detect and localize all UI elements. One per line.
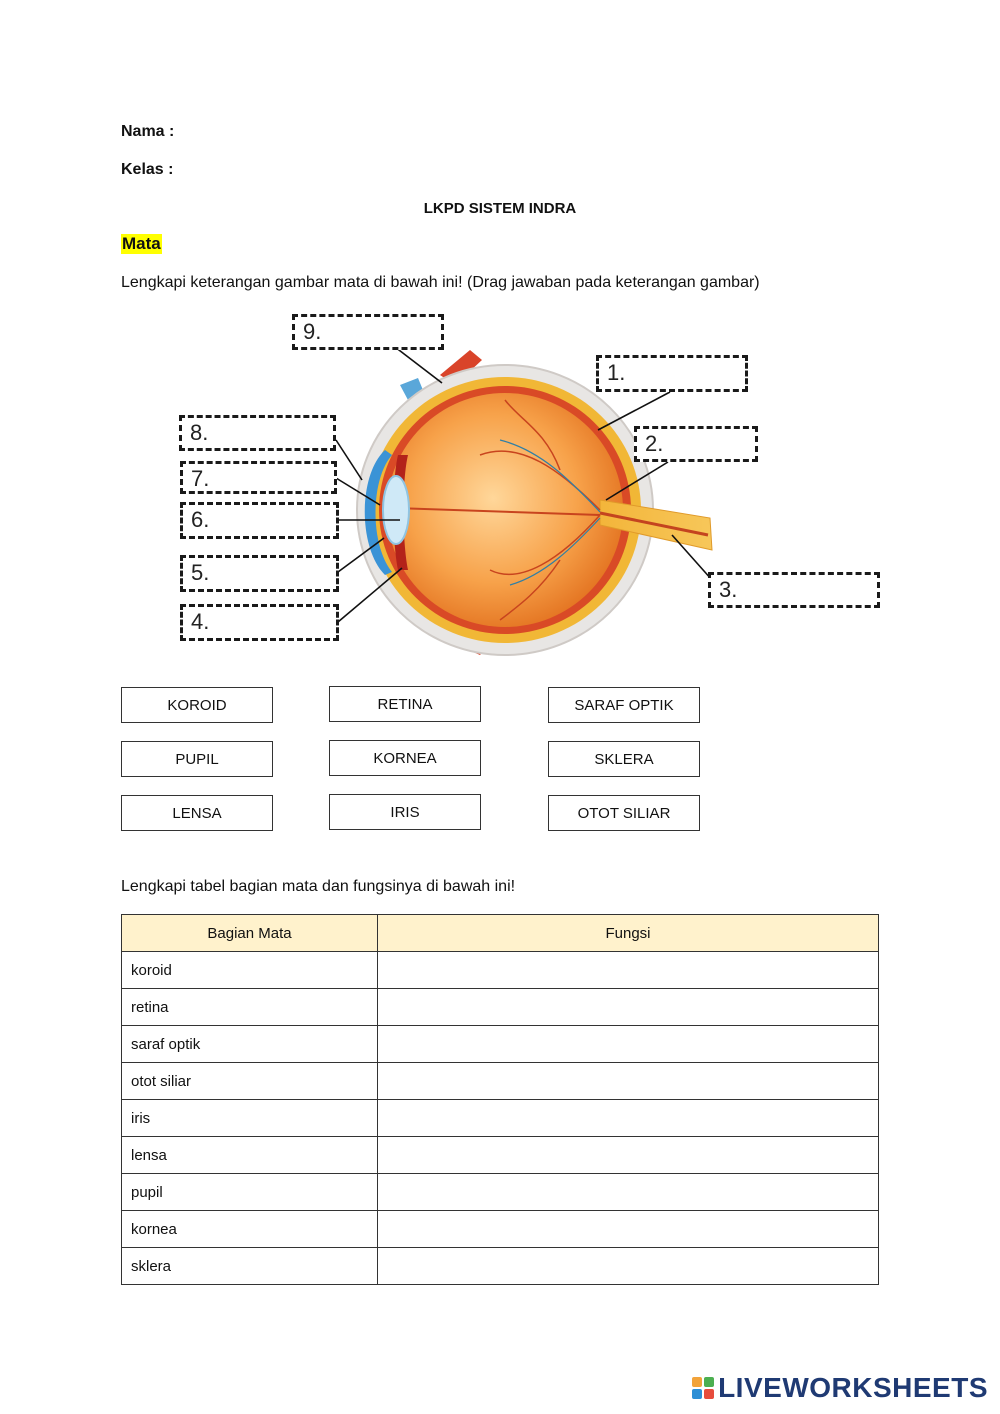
part-cell: sklera [122, 1248, 378, 1285]
part-cell: iris [122, 1100, 378, 1137]
answer-otot-siliar[interactable]: OTOT SILIAR [548, 795, 700, 831]
liveworksheets-logo[interactable] [692, 1372, 988, 1404]
eye-diagram [0, 300, 1000, 670]
part-cell: saraf optik [122, 1026, 378, 1063]
table-row [122, 1137, 879, 1174]
logo-blocks-icon [692, 1377, 714, 1399]
part-cell: koroid [122, 952, 378, 989]
section-heading: Mata [122, 234, 161, 253]
table-header-row [122, 915, 879, 952]
logo-block-4 [704, 1389, 714, 1399]
table-row [122, 1100, 879, 1137]
table-row [122, 1174, 879, 1211]
label-slot-7[interactable]: 7. [180, 461, 337, 494]
header-fungsi: Fungsi [378, 915, 879, 952]
label-slot-3[interactable]: 3. [708, 572, 880, 608]
answer-retina[interactable]: RETINA [329, 686, 481, 722]
function-cell[interactable] [378, 1026, 879, 1063]
label-slot-6[interactable]: 6. [180, 502, 339, 539]
eyeball [357, 350, 712, 655]
diagram-instruction: Lengkapi keterangan gambar mata di bawah ini! (Drag jawaban pada keterangan gambar) [121, 274, 760, 291]
header-bagian-mata: Bagian Mata [122, 915, 378, 952]
function-cell[interactable] [378, 1174, 879, 1211]
name-label: Nama : [121, 123, 175, 140]
function-cell[interactable] [378, 1100, 879, 1137]
table-instruction: Lengkapi tabel bagian mata dan fungsinya di bawah ini! [121, 878, 516, 895]
vitreous-body [387, 393, 623, 627]
lens-shape [383, 476, 409, 544]
logo-block-2 [704, 1377, 714, 1387]
label-slot-5[interactable]: 5. [180, 555, 339, 592]
label-slot-2[interactable]: 2. [634, 426, 758, 462]
label-slot-1[interactable]: 1. [596, 355, 748, 392]
table-row [122, 1026, 879, 1063]
page-title: LKPD SISTEM INDRA [423, 200, 577, 217]
part-cell: retina [122, 989, 378, 1026]
logo-block-3 [692, 1389, 702, 1399]
table-row [122, 1248, 879, 1285]
answer-kornea[interactable]: KORNEA [329, 740, 481, 776]
table-row [122, 1063, 879, 1100]
label-slot-8[interactable]: 8. [179, 415, 336, 451]
function-cell[interactable] [378, 1137, 879, 1174]
label-slot-4[interactable]: 4. [180, 604, 339, 641]
answer-koroid[interactable]: KOROID [121, 687, 273, 723]
answer-saraf-optik[interactable]: SARAF OPTIK [548, 687, 700, 723]
logo-block-1 [692, 1377, 702, 1387]
label-slot-9[interactable]: 9. [292, 314, 444, 350]
function-cell[interactable] [378, 1063, 879, 1100]
class-label: Kelas : [121, 161, 174, 178]
function-cell[interactable] [378, 1248, 879, 1285]
eye-parts-table [121, 914, 879, 1285]
part-cell: pupil [122, 1174, 378, 1211]
answer-iris[interactable]: IRIS [329, 794, 481, 830]
table-row [122, 952, 879, 989]
part-cell: otot siliar [122, 1063, 378, 1100]
table-row [122, 989, 879, 1026]
logo-text: LIVEWORKSHEETS [718, 1372, 988, 1403]
answer-pupil[interactable]: PUPIL [121, 741, 273, 777]
table-row [122, 1211, 879, 1248]
function-cell[interactable] [378, 1211, 879, 1248]
part-cell: kornea [122, 1211, 378, 1248]
function-cell[interactable] [378, 989, 879, 1026]
answer-sklera[interactable]: SKLERA [548, 741, 700, 777]
answer-lensa[interactable]: LENSA [121, 795, 273, 831]
part-cell: lensa [122, 1137, 378, 1174]
function-cell[interactable] [378, 952, 879, 989]
